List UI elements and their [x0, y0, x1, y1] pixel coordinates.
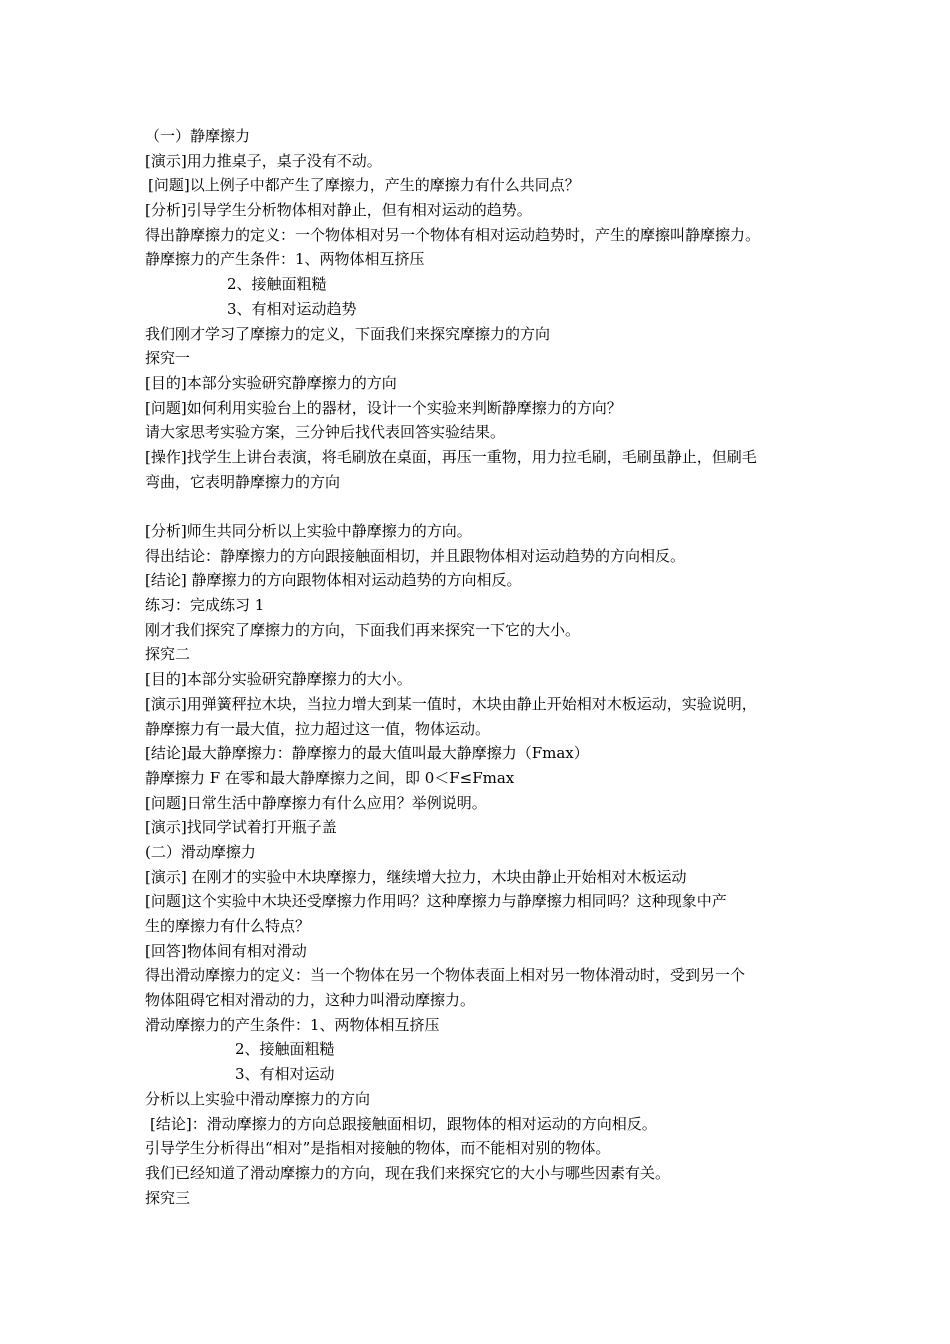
text-line: [分析]引导学生分析物体相对静止，但有相对运动的趋势。 [145, 201, 532, 220]
text-line-indented: 3、有相对运动 [235, 1065, 335, 1084]
text-line: 我们已经知道了滑动摩擦力的方向，现在我们来探究它的大小与哪些因素有关。 [145, 1163, 671, 1182]
text-line: [问题]以上例子中都产生了摩擦力，产生的摩擦力有什么共同点？ [148, 176, 580, 195]
text-line-indented: 3、有相对运动趋势 [227, 299, 357, 318]
section-heading-sliding-friction: (二）滑动摩擦力 [145, 842, 256, 861]
text-line: 生的摩擦力有什么特点？ [145, 917, 311, 935]
text-line: [结论]最大静摩擦力：静摩擦力的最大值叫最大静摩擦力（Fmax） [145, 744, 589, 763]
text-line: [结论] 静摩擦力的方向跟物体相对运动趋势的方向相反。 [145, 571, 522, 590]
text-line: 静摩擦力 F 在零和最大静摩擦力之间，即 0＜F≤Fmax [145, 768, 515, 787]
text-line: 滑动摩擦力的产生条件：1、两物体相互挤压 [145, 1015, 440, 1034]
text-line: 刚才我们探究了摩擦力的方向，下面我们再来探究一下它的大小。 [145, 620, 581, 639]
text-line: [回答]物体间有相对滑动 [145, 941, 307, 960]
section-heading-static-friction: （一）静摩擦力 [145, 127, 251, 145]
subheading-explore-2: 探究二 [145, 645, 191, 664]
blank-line [145, 494, 825, 519]
subheading-explore-3: 探究三 [145, 1188, 191, 1207]
text-line: [目的]本部分实验研究静摩擦力的方向 [145, 373, 397, 392]
text-line: [分析]师生共同分析以上实验中静摩擦力的方向。 [145, 522, 472, 540]
text-line-indented: 2、接触面粗糙 [235, 1040, 335, 1059]
text-line: [问题]这个实验中木块还受摩擦力作用吗？这种摩擦力与静摩擦力相同吗？这种现象中产 [145, 892, 727, 911]
subheading-explore-1: 探究一 [145, 349, 191, 368]
text-line: 请大家思考实验方案，三分钟后找代表回答实验结果。 [145, 423, 506, 442]
text-line: [问题]日常生活中静摩擦力有什么应用？举例说明。 [145, 793, 487, 812]
text-line: 得出滑动摩擦力的定义：当一个物体在另一个物体表面上相对另一物体滑动时，受到另一个 [145, 966, 746, 985]
text-line: [结论]：滑动摩擦力的方向总跟接触面相切，跟物体的相对运动的方向相反。 [150, 1114, 657, 1133]
text-line: 静摩擦力的产生条件：1、两物体相互挤压 [145, 250, 425, 269]
document-body [145, 124, 825, 1210]
text-line: 我们刚才学习了摩擦力的定义，下面我们来探究摩擦力的方向 [145, 324, 551, 343]
text-line: 练习：完成练习 1 [145, 596, 265, 615]
text-line: 引导学生分析得出“相对”是指相对接触的物体，而不能相对别的物体。 [145, 1139, 611, 1158]
text-line: 得出静摩擦力的定义：一个物体相对另一个物体有相对运动趋势时，产生的摩擦叫静摩擦力。 [145, 225, 761, 244]
text-line: [问题]如何利用实验台上的器材，设计一个实验来判断静摩擦力的方向？ [145, 398, 622, 417]
text-line: 分析以上实验中滑动摩擦力的方向 [145, 1089, 371, 1108]
text-line: 得出结论：静摩擦力的方向跟接触面相切，并且跟物体相对运动趋势的方向相反。 [145, 546, 686, 565]
text-line: 弯曲，它表明静摩擦力的方向 [145, 472, 341, 491]
text-line: [演示] 在刚才的实验中木块摩擦力，继续增大拉力，木块由静止开始相对木板运动 [145, 867, 687, 886]
text-line: [演示]找同学试着打开瓶子盖 [145, 818, 337, 837]
text-line-indented: 2、接触面粗糙 [227, 275, 327, 294]
text-line: [演示]用弹簧秤拉木块，当拉力增大到某一值时，木块由静止开始相对木板运动，实验说明， [145, 694, 757, 713]
text-line: [演示]用力推桌子，桌子没有不动。 [145, 151, 382, 170]
text-line: 静摩擦力有一最大值，拉力超过这一值，物体运动。 [145, 719, 491, 738]
text-line: 物体阻碍它相对滑动的力，这种力叫滑动摩擦力。 [145, 991, 476, 1010]
text-line: [目的]本部分实验研究静摩擦力的大小。 [145, 670, 412, 689]
text-line: [操作]找学生上讲台表演，将毛刷放在桌面，再压一重物，用力拉毛刷，毛刷虽静止，但刷毛 [145, 447, 757, 466]
